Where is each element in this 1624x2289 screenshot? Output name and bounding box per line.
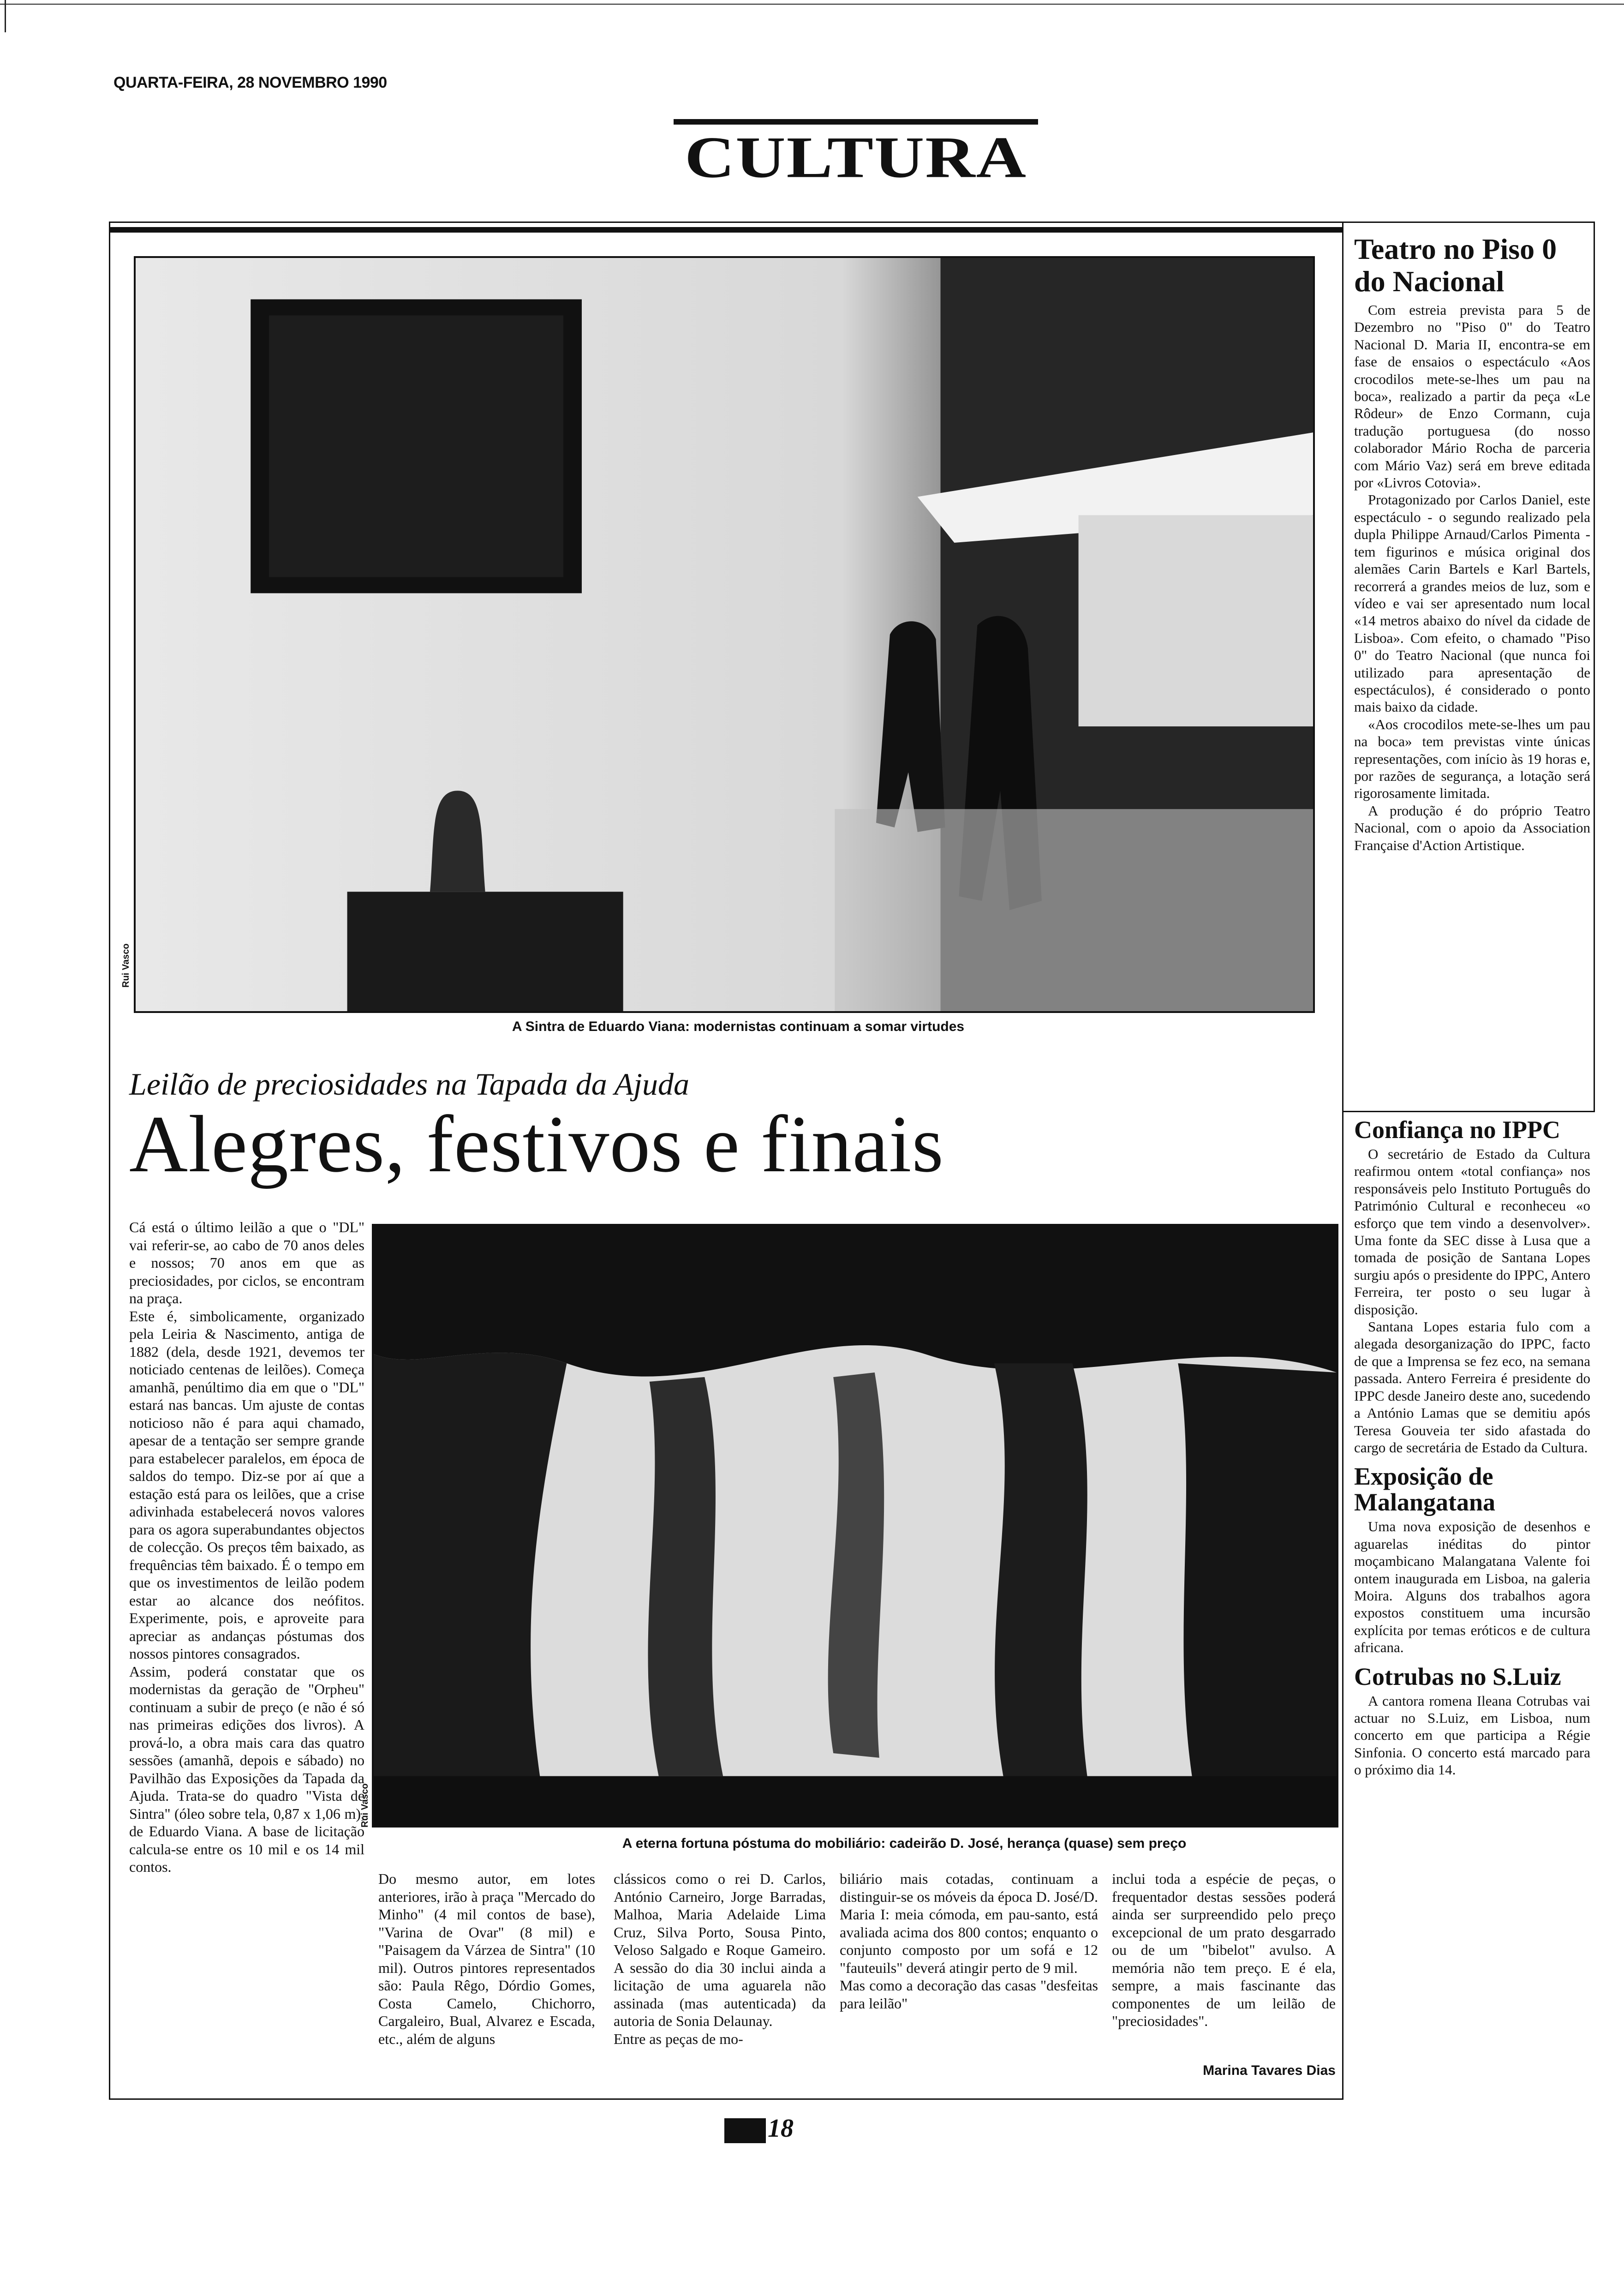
sidebar [1354, 233, 1590, 854]
scan-edge-top [0, 4, 1624, 5]
sidebar-box1-body [1354, 301, 1590, 854]
sidebar-box4-paragraph: A cantora romena Ileana Cotrubas vai actuar no S.Luiz, em Lisboa, num concerto em que participa a Régie Sinfonia. O concerto está marcado para o próximo dia 14. [1354, 1692, 1590, 1778]
sidebar-box4-body [1354, 1692, 1590, 1779]
sidebar-box1-paragraph: Com estreia prevista para 5 de Dezembro no "Piso 0" do Teatro Nacional D. Maria II, encontra-se em fase de ensaios o espectáculo «Aos crocodilos mete-se-lhes um pau na boca», realizado a partir da peça «Le Rôdeur» de Enzo Cormann, cuja tradução portuguesa (do nosso colaborador Mário Rocha de parceria com Mário Vaz) será em breve editada por «Livros Cotovia». [1354, 302, 1590, 491]
article-column-5: inclui toda a espécie de peças, o frequentador destas sessões poderá ainda ser surpreendido pelo preço excepcional de um prato desgarrado ou de um "bibelot" avulso. A memória não tem preço. E é ela, sempre, a mais fascinante das componentes de um leilão de "preciosidades". [1112, 1870, 1336, 2029]
page-folio [724, 2114, 794, 2143]
sidebar-box3-title: Exposição de Malangatana [1354, 1462, 1496, 1516]
sidebar-box1-paragraph: A produção é do próprio Teatro Nacional, com o apoio da Association Française d'Action Artistique. [1354, 802, 1590, 853]
sidebar-box1-paragraph: Protagonizado por Carlos Daniel, este espectáculo - o segundo realizado pela dupla Philippe Arnaud/Carlos Pimenta - tem figurinos e música original dos alemães Carin Bartels e Karl Bartels, recorrerá a grandes meios de luz, som e vídeo e vai ser apresentado num local «14 metros abaixo do nível da cidade de Lisboa». Com efeito, o chamado "Piso 0" do Teatro Nacional (que nunca foi utilizado para apresentação de espectáculos), é considerado o ponto mais baixo da cidade. [1354, 491, 1590, 715]
photo-credit-bottom: Rui Vasco [360, 1783, 370, 1828]
sidebar-box3-body [1354, 1518, 1590, 1656]
sidebar-box2-body [1354, 1145, 1590, 1456]
photo-chair-detail [372, 1224, 1338, 1828]
page-number: 18 [768, 2114, 794, 2143]
sidebar-lower [1354, 1117, 1590, 1779]
section-title: CULTURA [685, 125, 1027, 190]
article-column-3: clássicos como o rei D. Carlos, António Carneiro, Jorge Barradas, Malhoa, Maria Adelaide Lima Cruz, Silva Porto, Sousa Pinto, Veloso Salgado e Roque Gameiro. A sessão do dia 30 inclui ainda a licitação de uma aguarela não assinada (mas autenticada) da autoria de Sonia Delaunay. Entre as peças de mo- [614, 1870, 826, 2047]
article-kicker: Leilão de preciosidades na Tapada da Ajuda [129, 1067, 689, 1102]
photo-caption-top: A Sintra de Eduardo Viana: modernistas continuam a somar virtudes [512, 1019, 965, 1034]
sidebar-box2-paragraph: Santana Lopes estaria fulo com a alegada desorganização do IPPC, facto de que a Imprensa se fez eco, na semana passada. Antero Ferreira é presidente do IPPC desde Janeiro deste ano, sucedendo a António Lamas que se demitiu após Teresa Gouveia ter sido afastada do cargo de secretária de Estado da Cultura. [1354, 1318, 1590, 1456]
newspaper-logo-icon [724, 2118, 766, 2143]
main-top-bar [109, 227, 1343, 233]
photo-credit-top: Rui Vasco [121, 943, 131, 988]
photo-caption-bottom: A eterna fortuna póstuma do mobiliário: cadeirão D. José, herança (quase) sem preço [622, 1836, 1187, 1851]
photo-sintra-gallery [134, 256, 1315, 1013]
sidebar-box4-title: Cotrubas no S.Luiz [1354, 1662, 1561, 1690]
article-column-2: Do mesmo autor, em lotes anteriores, irão à praça "Mercado do Minho" (4 mil contos de base), "Varina de Ovar" (8 mil) e "Paisagem da Várzea de Sintra" (10 mil). Outros pintores representados são: Paula Rêgo, Dórdio Gomes, Costa Camelo, Chichorro, Cargaleiro, Bual, Alvarez e Escada, etc., além de alguns [378, 1870, 595, 2047]
dateline: QUARTA-FEIRA, 28 NOVEMBRO 1990 [113, 74, 387, 91]
scan-edge-left [5, 0, 6, 32]
article-headline: Alegres, festivos e finais [129, 1099, 944, 1189]
sidebar-box1-title: Teatro no Piso 0 do Nacional [1354, 233, 1557, 298]
article-byline: Marina Tavares Dias [1203, 2063, 1336, 2078]
sidebar-box2-paragraph: O secretário de Estado da Cultura reafirmou ontem «total confiança» nos responsáveis pelo Instituto Português do Património Cultural e reconheceu «o esforço que tem vindo a desenvolver». Uma fonte da SEC disse à Lusa que a tomada de posição de Santana Lopes surgiu após o presidente do IPPC, Antero Ferreira, ter posto o seu lugar à disposição. [1354, 1146, 1590, 1318]
sidebar-box3-paragraph: Uma nova exposição de desenhos e aguarelas inéditas do pintor moçambicano Malangatana Valente foi ontem inaugurada em Lisboa, na galeria Moira. Alguns dos trabalhos agora expostos constituem uma incursão explícita por temas eróticos e de cultura africana. [1354, 1518, 1590, 1656]
article-column-4: biliário mais cotadas, continuam a distinguir-se os móveis da época D. José/D. Maria I: meia cómoda, em pau-santo, está avaliada acima dos 800 contos; enquanto o conjunto composto por um sofá e 12 "fauteuils" deverá atingir perto de 9 mil. Mas como a decoração das casas "desfeitas para leilão" [840, 1870, 1098, 2012]
sidebar-box2-title: Confiança no IPPC [1354, 1116, 1561, 1144]
article-column-1: Cá está o último leilão a que o "DL" vai referir-se, ao cabo de 70 anos deles e nossos; 70 anos em que as preciosidades, por ciclos, se encontram na praça. Este é, simbolicamente, organizado pela Leiria & Nascimento, antiga de 1882 (dela, desde 1921, devemos ter noticiado centenas de leilões). Começa amanhã, penúltimo dia em que o "DL" estará nas bancas. Um ajuste de contas noticioso não é para aqui chamado, apesar de a tentação ser sempre grande para estabelecer paralelos, em época de saldos do tempo. Diz-se por aí que a estação está para os leilões, que a crise adivinhada estabelecerá novos valores para os agora superabundantes objectos de colecção. Os preços têm baixado, as frequências têm baixado. É o tempo em que os investimentos de leilão podem estar ao alcance dos neófitos. Experimente, pois, e aproveite para apreciar as andanças póstumas dos nossos pintores consagrados. Assim, poderá constatar que os modernistas da geração de "Orpheu" continuam a subir de preço (e não é só nas primeiras edições dos livros). A prová-lo, a obra mais cara das quatro sessões (amanhã, depois e sábado) no Pavilhão das Exposições da Tapada da Ajuda. Trata-se do quadro "Vista de Sintra" (óleo sobre tela, 0,87 x 1,06 m), de Eduardo Viana. A base de licitação calcula-se entre os 10 mil e os 14 mil contos. [129, 1219, 364, 1875]
sidebar-box1-paragraph: «Aos crocodilos mete-se-lhes um pau na boca» tem previstas vinte únicas representações, com início às 19 horas e, por razões de segurança, a lotação será rigorosamente limitada. [1354, 716, 1590, 802]
